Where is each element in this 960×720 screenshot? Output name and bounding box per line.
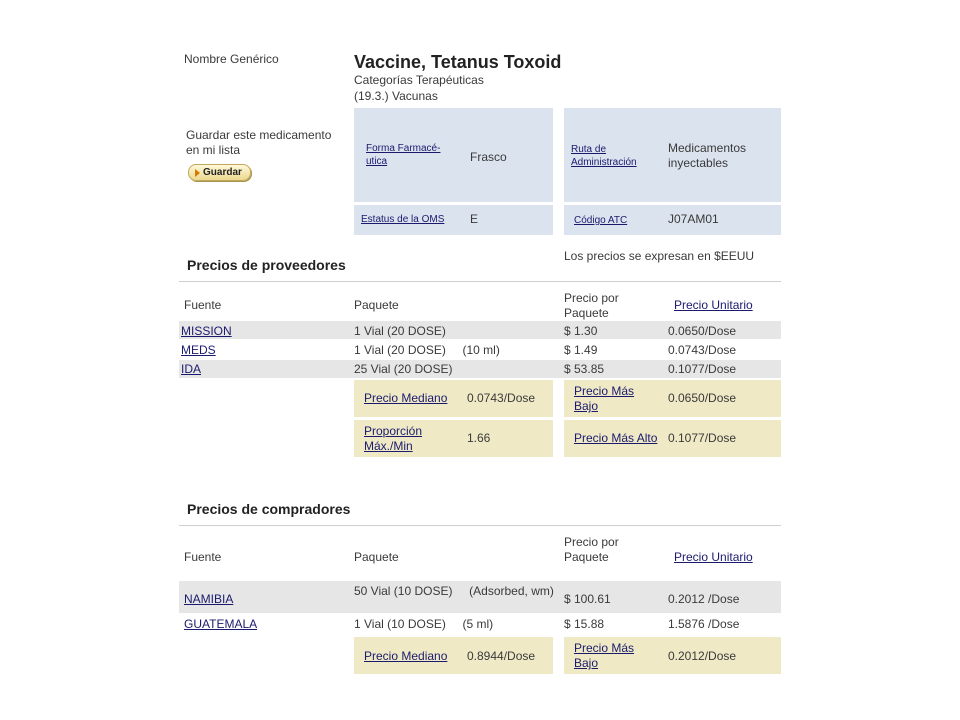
buyer-price: $ 100.61 bbox=[564, 592, 611, 606]
buyer-median-price-value: 0.8944/Dose bbox=[467, 649, 536, 663]
supplier-price: $ 1.30 bbox=[564, 324, 598, 338]
supplier-price: $ 1.49 bbox=[564, 343, 598, 357]
divider bbox=[179, 281, 781, 282]
category-label: Categorías Terapéuticas bbox=[354, 73, 484, 87]
buyer-unit-price: 1.5876 /Dose bbox=[668, 617, 740, 631]
who-status-value: E bbox=[470, 212, 479, 226]
atc-code-link[interactable]: Código ATC bbox=[574, 215, 628, 226]
drug-name: Vaccine, Tetanus Toxoid bbox=[354, 52, 562, 72]
buyer-median-price-link[interactable]: Precio Mediano bbox=[364, 649, 448, 663]
supplier-package: 1 Vial (20 DOSE) (10 ml) bbox=[354, 343, 500, 357]
lowest-price-value: 0.0650/Dose bbox=[668, 391, 737, 405]
buyer-source-link[interactable]: GUATEMALA bbox=[184, 617, 258, 631]
divider bbox=[179, 525, 781, 526]
play-arrow-icon bbox=[195, 169, 200, 177]
buyer-col-unit-price[interactable]: Precio Unitario bbox=[674, 550, 753, 564]
buyer-lowest-price-link[interactable]: Precio Más Bajo bbox=[574, 641, 635, 670]
form-value: Frasco bbox=[470, 150, 507, 164]
buyer-col-package: Paquete bbox=[354, 550, 399, 564]
supplier-col-price: Precio por Paquete bbox=[564, 291, 619, 320]
supplier-prices-title: Precios de proveedores bbox=[187, 257, 346, 273]
buyer-unit-price: 0.2012 /Dose bbox=[668, 592, 740, 606]
form-link[interactable]: Forma Farmacé-utica bbox=[366, 143, 441, 167]
buyer-col-price: Precio por Paquete bbox=[564, 535, 619, 564]
save-button-label: Guardar bbox=[203, 167, 242, 178]
supplier-source-link[interactable]: IDA bbox=[181, 362, 202, 376]
supplier-unit-price: 0.0743/Dose bbox=[668, 343, 737, 357]
max-min-ratio-link[interactable]: Proporción Máx./Min bbox=[364, 424, 423, 453]
lowest-price-link[interactable]: Precio Más Bajo bbox=[574, 384, 635, 413]
save-button[interactable] bbox=[188, 164, 251, 181]
highest-price-value: 0.1077/Dose bbox=[668, 431, 737, 445]
buyer-prices-title: Precios de compradores bbox=[187, 501, 351, 517]
buyer-package: 1 Vial (10 DOSE) (5 ml) bbox=[354, 617, 494, 631]
buyer-col-source: Fuente bbox=[184, 550, 222, 564]
supplier-unit-price: 0.1077/Dose bbox=[668, 362, 737, 376]
buyer-source-link[interactable]: NAMIBIA bbox=[184, 592, 234, 606]
supplier-col-source: Fuente bbox=[184, 298, 222, 312]
route-value: Medicamentos inyectables bbox=[668, 141, 747, 170]
category-value: (19.3.) Vacunas bbox=[354, 89, 438, 103]
route-link[interactable]: Ruta de Administración bbox=[571, 144, 637, 168]
median-price-link[interactable]: Precio Mediano bbox=[364, 391, 448, 405]
who-status-link[interactable]: Estatus de la OMS bbox=[361, 214, 445, 225]
buyer-lowest-price-value: 0.2012/Dose bbox=[668, 649, 737, 663]
supplier-source-link[interactable]: MISSION bbox=[181, 324, 232, 338]
supplier-package: 25 Vial (20 DOSE) bbox=[354, 362, 453, 376]
supplier-price: $ 53.85 bbox=[564, 362, 605, 376]
median-price-value: 0.0743/Dose bbox=[467, 391, 536, 405]
max-min-ratio-value: 1.66 bbox=[467, 431, 491, 445]
buyer-package: 50 Vial (10 DOSE) (Adsorbed, wm) bbox=[354, 584, 554, 598]
generic-name-label: Nombre Genérico bbox=[184, 52, 279, 66]
supplier-col-package: Paquete bbox=[354, 298, 399, 312]
supplier-col-unit-price[interactable]: Precio Unitario bbox=[674, 298, 753, 312]
buyer-price: $ 15.88 bbox=[564, 617, 605, 631]
highest-price-link[interactable]: Precio Más Alto bbox=[574, 431, 658, 445]
supplier-package: 1 Vial (20 DOSE) bbox=[354, 324, 446, 338]
supplier-source-link[interactable]: MEDS bbox=[181, 343, 216, 357]
save-to-list-text: Guardar este medicamento en mi lista bbox=[186, 128, 332, 157]
currency-note: Los precios se expresan en $EEUU bbox=[564, 249, 755, 263]
atc-code-value: J07AM01 bbox=[668, 212, 719, 226]
supplier-unit-price: 0.0650/Dose bbox=[668, 324, 737, 338]
